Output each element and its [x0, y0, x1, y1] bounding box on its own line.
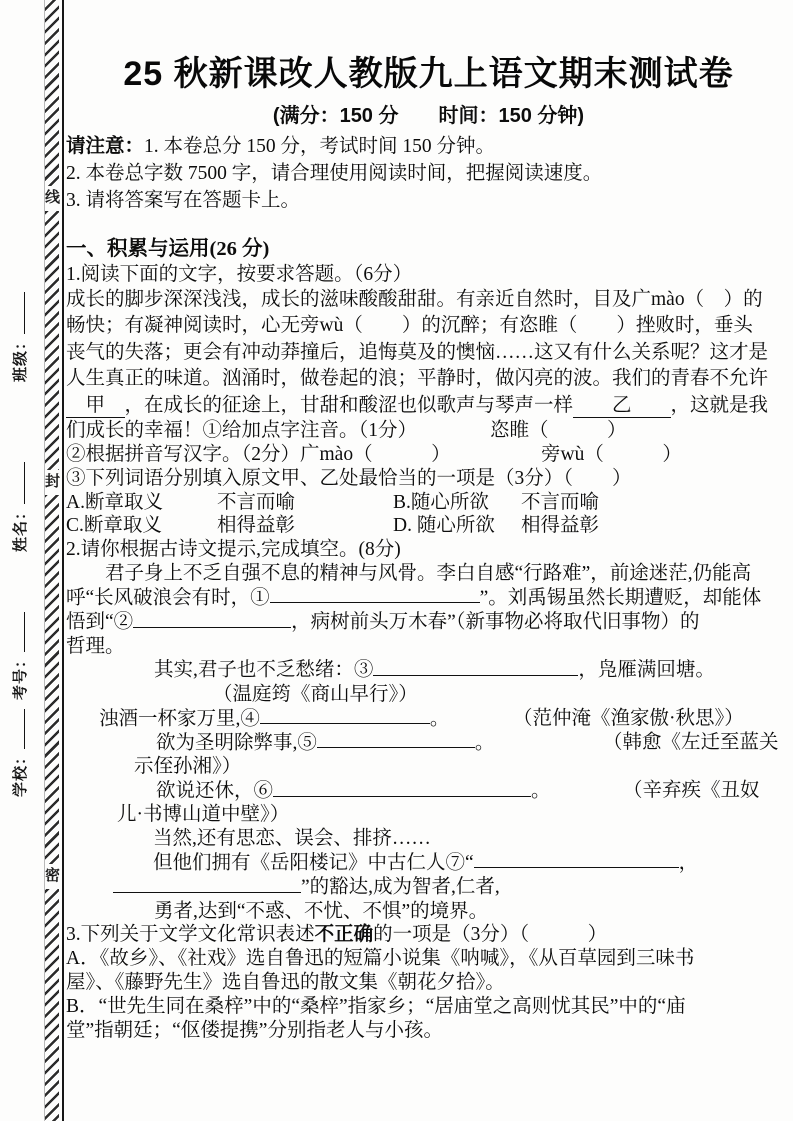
q1-passage-line-2 [66, 313, 791, 340]
text-segment: 欲说还休，⑥ [156, 780, 274, 802]
q3-option-b-line-2 [66, 1019, 791, 1043]
seal-char: 密 [45, 864, 59, 889]
text-segment: 恣睢（ ） [490, 420, 627, 442]
text-segment: 哲理。 [66, 635, 125, 657]
q1-sub1 [66, 419, 791, 443]
text-segment: 不言而喻 [521, 491, 600, 513]
text-segment: 。 [531, 780, 551, 802]
q3-option-b-line-1 [66, 995, 791, 1019]
text-segment: A．《故乡》、《社戏》选自鲁迅的短篇小说集《呐喊》，《从百草园到三味书 [66, 948, 695, 970]
seal-slash-line [44, 0, 59, 1121]
text-segment: 勇者,达到“不惑、不忧、不惧”的境界。 [154, 900, 489, 922]
text-segment: ②根据拼音写汉字。（2分）广mào（ ） [66, 444, 451, 466]
margin-field-label: 考号： [12, 651, 29, 700]
text-segment: 浊酒一杯家万里,④ [99, 708, 260, 730]
text-segment: 的一项是（3分）（ ） [373, 924, 608, 946]
q1-passage-line-5 [66, 393, 791, 420]
margin-field-school [9, 709, 30, 797]
margin-field-blank [10, 612, 25, 652]
text-segment: B．“世先生同在桑梓”中的“桑梓”指家乡；“居庙堂之高则忧其民”中的“庙 [66, 995, 686, 1017]
text-segment: C.断章取义 [66, 515, 162, 537]
text-segment: 3. 请将答案写在答题卡上。 [66, 190, 301, 211]
text-segment: 不正确 [314, 924, 374, 946]
q1-passage-line-3 [66, 340, 791, 367]
text-segment: 3.下列关于文学文化常识表述 [66, 924, 315, 946]
answer-blank [273, 779, 531, 797]
answer-blank [474, 851, 679, 869]
q1-sub3 [66, 467, 791, 491]
text-segment: 畅快；有凝神阅读时，心无旁wù（ ）的沉醉；有恣睢（ ）挫败时，垂头 [66, 315, 753, 337]
text-segment: （韩愈《左迁至蓝关 [603, 731, 779, 753]
margin-field-class [9, 292, 30, 382]
text-segment: 相得益彰 [521, 515, 600, 537]
text-segment: ，在成长的征途上，甘甜和酸涩也似歌声与琴声一样 [124, 394, 574, 416]
q2-line-2 [66, 586, 791, 610]
text-segment: 丧气的失落；更会有冲动莽撞后，追悔莫及的懊恼……这又有什么关系呢？这才是 [66, 341, 769, 363]
q3-option-a-line-2 [66, 971, 791, 995]
q2-line-10 [66, 779, 791, 803]
q1-sub2 [66, 443, 791, 467]
q1-stem [66, 263, 791, 287]
section-1-heading [66, 236, 791, 263]
text-segment: 请注意： [66, 136, 145, 157]
text-segment: 旁wù（ ） [541, 444, 682, 466]
q3-option-a-line-1 [66, 947, 791, 971]
text-segment: 屋》、《藤野先生》选自鲁迅的散文集《朝花夕拾》。 [66, 972, 505, 993]
text-segment: 2. 本卷总字数 7500 字，请合理使用阅读时间，把握阅读速度。 [66, 163, 603, 184]
text-segment: 相得益彰 [217, 515, 296, 537]
text-segment: ”的豁达,成为智者,仁者, [301, 876, 500, 898]
q1-options-ab [66, 491, 791, 515]
text-segment: 1.阅读下面的文字，按要求答题。（6分） [66, 264, 413, 285]
margin-field-exam-no [9, 612, 30, 700]
q2-line-15 [66, 900, 791, 924]
text-segment: 人生真正的味道。汹涌时，做卷起的浪；平静时，做闪亮的波。我们的青春不允许 [66, 368, 769, 390]
text-segment: A.断章取义 [66, 491, 163, 513]
margin-field-label: 姓名： [12, 503, 29, 552]
text-segment: ”。刘禹锡虽然长期遭贬，却能体 [479, 587, 762, 609]
paper-subtitle: (满分：150 分 时间：150 分钟) [272, 105, 585, 127]
text-segment: 君子身上不乏自强不息的精神与风骨。李白自感“行路难”，前途迷茫,仍能高 [105, 563, 752, 585]
q2-line-6 [66, 683, 791, 707]
answer-blank: 乙 [573, 394, 671, 416]
margin-field-blank [10, 709, 25, 749]
margin-field-label: 班级： [12, 333, 29, 382]
text-segment: （温庭筠《商山早行》） [213, 683, 418, 705]
text-segment: 堂”指朝廷；“伛偻提携”分别指老人与小孩。 [66, 1019, 443, 1041]
notice-1 [66, 133, 791, 160]
text-segment: D. 随心所欲 [393, 515, 495, 537]
text-segment: 示侄孙湘》） [134, 756, 242, 778]
question-body [66, 236, 791, 1042]
text-segment: ③下列词语分别填入原文甲、乙处最恰当的一项是（3分）（ ） [66, 467, 632, 489]
text-segment: ， [678, 852, 699, 874]
seal-char: 线 [45, 186, 59, 211]
q3-stem [66, 923, 791, 947]
q1-passage-line-4 [66, 366, 791, 393]
q2-line-1 [66, 562, 791, 586]
q2-line-9 [66, 755, 791, 779]
seal-char: 封 [45, 470, 59, 495]
text-segment: 一、积累与运用(26 分) [66, 238, 270, 260]
text-segment: 2.请你根据古诗文提示,完成填空。(8分) [66, 539, 401, 561]
q2-line-11 [66, 803, 791, 827]
q2-stem [66, 538, 791, 562]
notice-block [66, 133, 791, 214]
text-segment: 儿·书博山道中壁》） [117, 804, 290, 826]
answer-blank [260, 707, 430, 725]
answer-blank [133, 610, 291, 628]
margin-field-label: 学校： [12, 748, 29, 797]
text-segment: 欲为圣明除弊事,⑤ [156, 732, 317, 754]
text-segment: （范仲淹《渔家傲·秋思》） [513, 707, 744, 729]
text-segment: 悟到“② [66, 611, 134, 633]
text-segment: 其实,君子也不乏愁绪：③ [154, 659, 374, 681]
text-segment: 成长的脚步深深浅浅，成长的滋味酸酸甜甜。有亲近自然时，目及广mào（ ）的 [66, 288, 763, 310]
text-segment: ，凫雁满回塘。 [578, 659, 715, 681]
text-segment: B.随心所欲 [393, 491, 489, 513]
notice-3 [66, 187, 791, 214]
q2-line-13 [66, 851, 791, 875]
q2-line-8 [66, 731, 791, 755]
exam-content [63, 0, 791, 1042]
text-segment: 。 [474, 732, 495, 754]
text-segment: 。 [429, 708, 450, 730]
text-segment: ，这就是我 [670, 394, 769, 416]
margin-field-name [9, 462, 30, 552]
q2-line-7 [66, 707, 791, 731]
answer-blank [113, 875, 301, 893]
answer-blank [317, 731, 475, 749]
text-segment: （辛弃疾《丑奴 [623, 779, 760, 801]
margin-field-blank [10, 462, 25, 504]
margin-field-blank [10, 292, 25, 334]
notice-2 [66, 160, 791, 187]
q1-passage-line-1 [66, 287, 791, 314]
text-segment: 们成长的幸福！①给加点字注音。（1分） [66, 420, 418, 442]
text-segment: 呼“长风破浪会有时，① [66, 587, 270, 609]
text-segment: 1. 本卷总分 150 分，考试时间 150 分钟。 [144, 136, 496, 157]
answer-blank [373, 658, 578, 676]
answer-blank: 甲 [66, 394, 125, 416]
text-segment: 不言而喻 [217, 491, 296, 513]
q2-line-5 [66, 658, 791, 682]
paper-title: 25 秋新课改人教版九上语文期末测试卷 [123, 55, 734, 93]
text-segment: 当然,还有思恋、误会、排挤…… [153, 828, 431, 850]
q1-options-cd [66, 514, 791, 538]
text-segment: ，病树前头万木春”（新事物必将取代旧事物）的 [291, 611, 700, 633]
answer-blank [270, 586, 480, 604]
text-segment: 但他们拥有《岳阳楼记》中古仁人⑦“ [153, 852, 474, 874]
q2-line-12 [66, 827, 791, 851]
q2-line-4 [66, 635, 791, 659]
q2-line-3 [66, 610, 791, 634]
q2-line-14 [66, 875, 791, 899]
